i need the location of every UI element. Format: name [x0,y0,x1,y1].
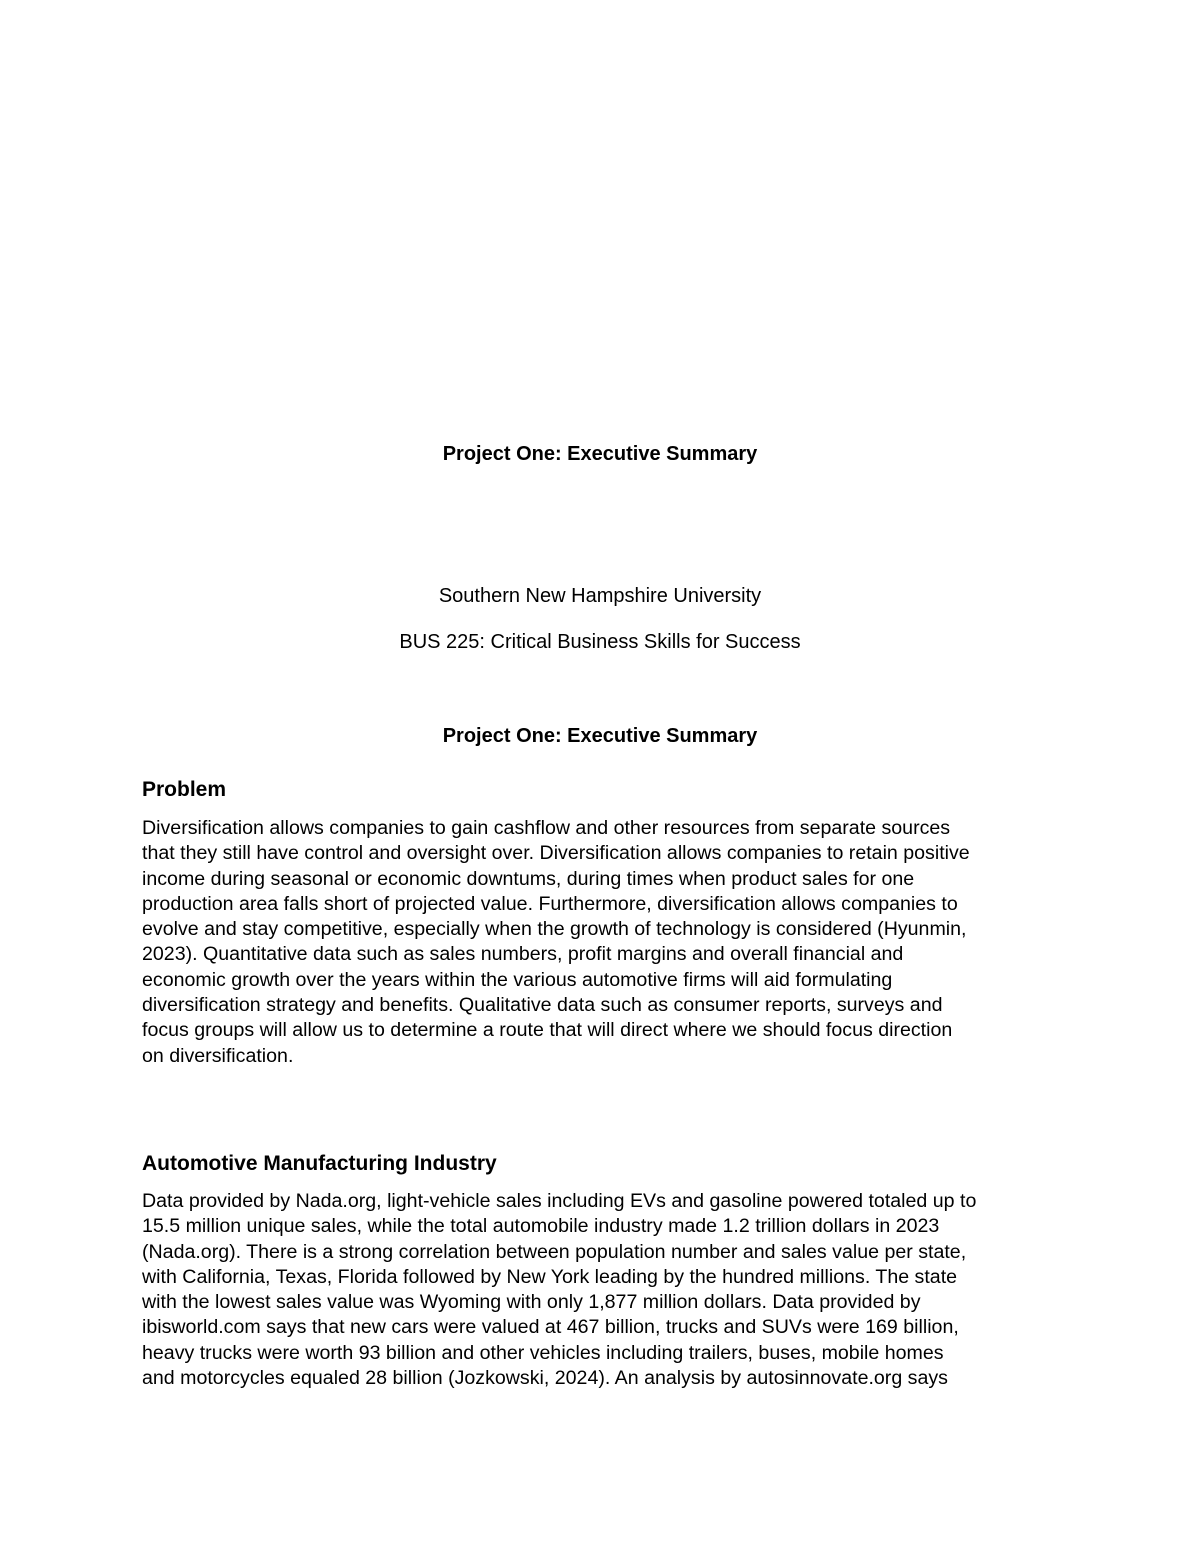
course-name: BUS 225: Critical Business Skills for Success [399,631,801,653]
body-line: with the lowest sales value was Wyoming with only 1,877 million dollars. Data provided by [142,1291,921,1314]
body-line: that they still have control and oversight over. Diversification allows companies to retain positive [142,842,970,865]
document-title: Project One: Executive Summary [442,725,758,747]
body-line: ibisworld.com says that new cars were valued at 467 billion, trucks and SUVs were 169 billion, [142,1316,959,1339]
section-body-automotive [142,1189,1072,1391]
body-line: Diversification allows companies to gain cashflow and other resources from separate sources [142,817,951,839]
body-line: income during seasonal or economic downtums, during times when product sales for one [142,867,915,890]
section-body-problem [142,816,1072,1069]
body-line: heavy trucks were worth 93 billion and other vehicles including trailers, buses, mobile homes [142,1341,944,1364]
body-line: 2023). Quantitative data such as sales numbers, profit margins and overall financial and [142,943,904,966]
body-line: diversification strategy and benefits. Qualitative data such as consumer reports, surveys and [142,994,943,1017]
body-line: and motorcycles equaled 28 billion (Jozkowski, 2024). An analysis by autosinnovate.org says [142,1367,948,1390]
section-heading-automotive: Automotive Manufacturing Industry [142,1152,497,1175]
institution-name: Southern New Hampshire University [438,585,762,607]
body-line: on diversification. [142,1044,294,1067]
body-line: evolve and stay competitive, especially when the growth of technology is considered (Hyunmin, [142,918,967,941]
body-line: with California, Texas, Florida followed by New York leading by the hundred millions. The state [142,1265,958,1288]
body-line: production area falls short of projected value. Furthermore, diversification allows companies to [142,892,958,915]
body-line: (Nada.org). There is a strong correlation between population number and sales value per state, [142,1240,967,1263]
body-line: 15.5 million unique sales, while the total automobile industry made 1.2 trillion dollars in 2023 [142,1215,940,1238]
section-heading-problem: Problem [142,778,227,801]
body-line: economic growth over the years within the various automotive firms will aid formulating [142,968,893,991]
body-line: focus groups will allow us to determine a route that will direct where we should focus direction [142,1019,953,1042]
title-page-title: Project One: Executive Summary [442,443,758,465]
body-line: Data provided by Nada.org, light-vehicle sales including EVs and gasoline powered totaled up to [142,1190,977,1212]
